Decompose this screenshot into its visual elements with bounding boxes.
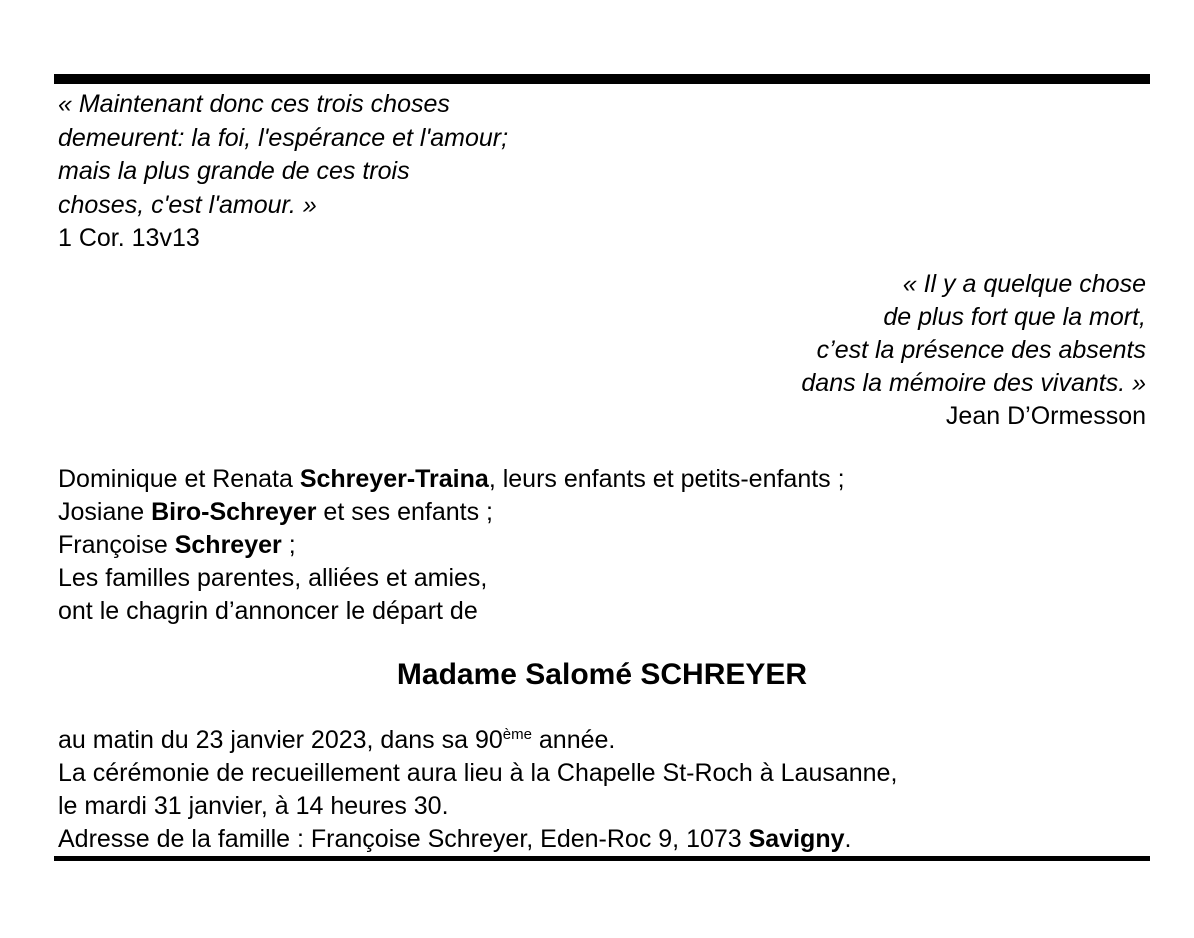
author-quote-line: dans la mémoire des vivants. » [801, 369, 1146, 397]
author-quote-line: « Il y a quelque chose [902, 270, 1146, 298]
family-line-text: et ses enfants ; [316, 498, 493, 526]
bottom-rule [54, 856, 1150, 861]
bible-quote-line: choses, c'est l'amour. » [58, 190, 317, 219]
family-surname: Biro-Schreyer [151, 498, 317, 526]
family-line-text: , leurs enfants et petits-enfants ; [488, 465, 845, 493]
family-line-text: ; [281, 531, 296, 559]
family-surname: Schreyer [174, 531, 282, 559]
bible-quote-line: mais la plus grande de ces trois [58, 157, 410, 185]
family-surname: Schreyer-Traina [299, 465, 489, 493]
bible-reference: 1 Cor. 13v13 [58, 224, 200, 252]
family-line-text: Josiane [58, 498, 152, 526]
quote-author: Jean D’Ormesson [945, 402, 1146, 430]
details-text: . [844, 825, 852, 853]
details-text: au matin du 23 janvier 2023, dans sa 90 [58, 726, 503, 754]
family-line [58, 529, 845, 562]
bible-quote-line: demeurent: la foi, l'espérance et l'amour; [58, 123, 509, 152]
family-line-text: Françoise [58, 531, 175, 559]
details-text: année. [531, 726, 616, 754]
author-quote-line: c’est la présence des absents [816, 336, 1146, 364]
details-line [58, 724, 897, 757]
family-line: Les familles parentes, alliées et amies, [58, 564, 488, 592]
family-line: ont le chagrin d’annoncer le départ de [58, 597, 478, 625]
bible-quote-line: « Maintenant donc ces trois choses [58, 90, 450, 118]
family-line [58, 463, 845, 496]
town-name: Savigny [748, 825, 845, 853]
details-line [58, 823, 897, 856]
ceremony-details [58, 724, 897, 856]
author-quote-line: de plus fort que la mort, [883, 303, 1146, 331]
author-quote [801, 268, 1146, 433]
details-line: le mardi 31 janvier, à 14 heures 30. [58, 792, 449, 820]
deceased-name: Madame Salomé SCHREYER [396, 658, 808, 691]
family-line [58, 496, 845, 529]
family-line-text: Dominique et Renata [58, 465, 300, 493]
details-line: La cérémonie de recueillement aura lieu à la Chapelle St-Roch à Lausanne, [58, 759, 898, 787]
top-rule [54, 74, 1150, 84]
bible-quote [58, 88, 508, 256]
family-announcement [58, 463, 845, 628]
ordinal-superscript: ème [502, 726, 532, 743]
details-text: Adresse de la famille : Françoise Schreyer, Eden-Roc 9, 1073 [58, 825, 749, 853]
